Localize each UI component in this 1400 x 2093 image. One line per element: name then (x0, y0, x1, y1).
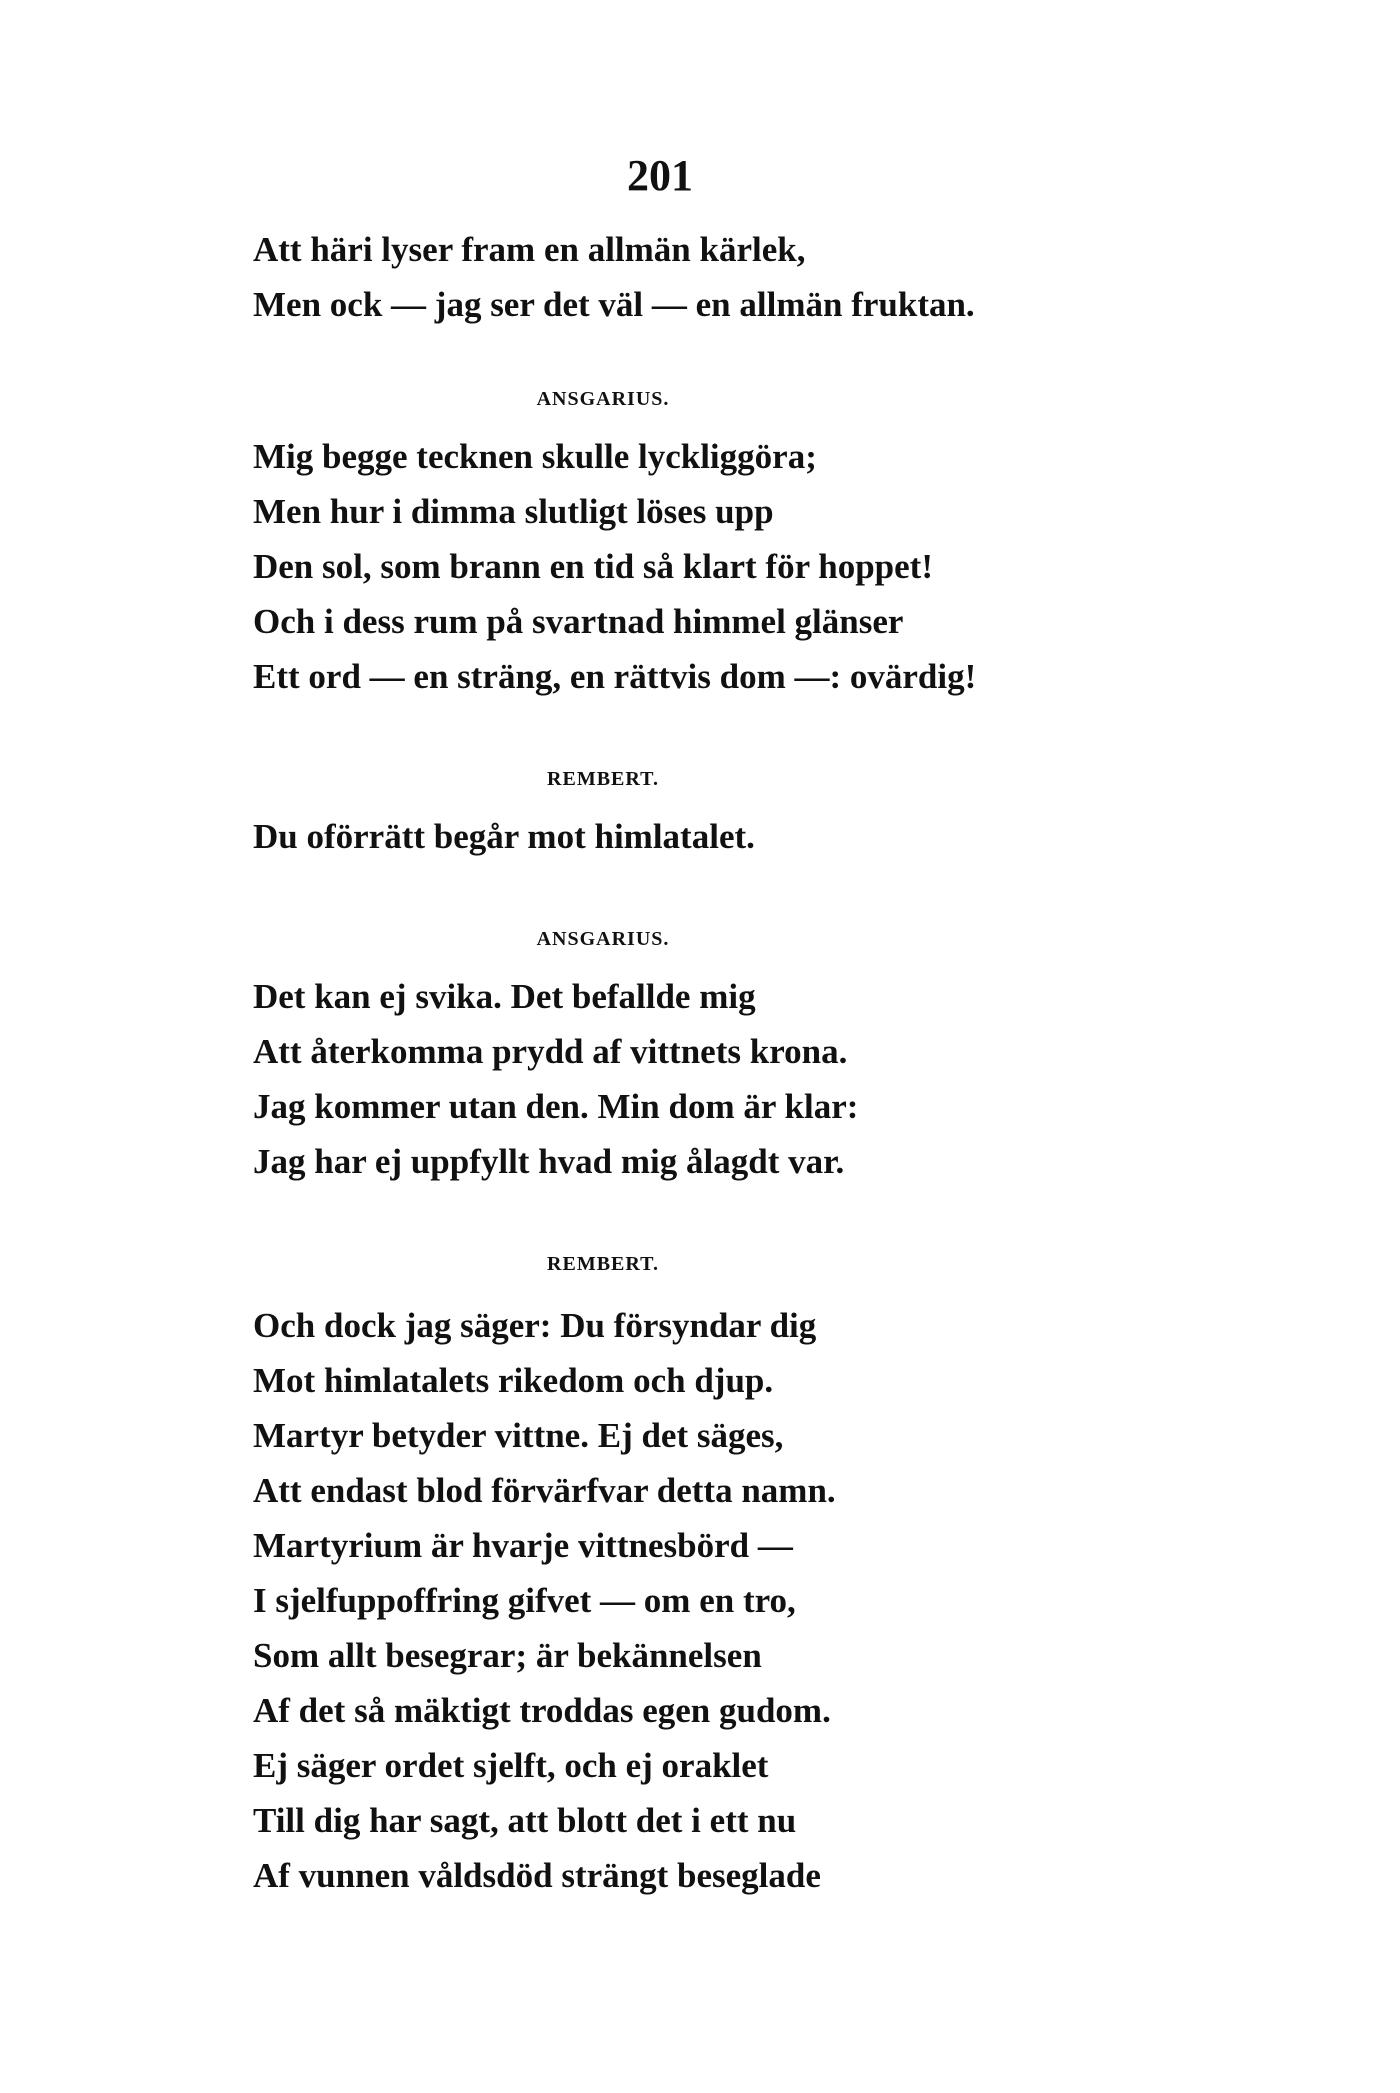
verse-line: Och dock jag säger: Du försyndar dig (253, 1306, 817, 1345)
verse-line: Ett ord — en sträng, en rättvis dom —: ovärdig! (253, 657, 977, 696)
verse-line: Till dig har sagt, att blott det i ett nu (253, 1801, 797, 1840)
speaker-name: ANSGARIUS. (536, 928, 670, 950)
verse-line: Att endast blod förvärfvar detta namn. (253, 1471, 836, 1510)
verse-line: Af vunnen våldsdöd strängt beseglade (253, 1856, 821, 1895)
verse-line: Men ock — jag ser det väl — en allmän fruktan. (253, 285, 975, 324)
verse-line: Mot himlatalets rikedom och djup. (253, 1361, 774, 1400)
speaker-name: REMBERT. (547, 768, 659, 790)
verse-line: Mig begge tecknen skulle lyckliggöra; (253, 437, 817, 476)
verse-line: Af det så mäktigt troddas egen gudom. (253, 1691, 831, 1730)
verse-line: Att återkomma prydd af vittnets krona. (253, 1032, 848, 1071)
verse-line: Som allt besegrar; är bekännelsen (253, 1636, 762, 1675)
verse-line: Jag har ej uppfyllt hvad mig ålagdt var. (253, 1142, 845, 1181)
verse-line: Martyrium är hvarje vittnesbörd — (253, 1526, 793, 1565)
verse-line: Att häri lyser fram en allmän kärlek, (253, 230, 806, 269)
verse-line: Martyr betyder vittne. Ej det säges, (253, 1416, 784, 1455)
verse-line: Men hur i dimma slutligt löses upp (253, 492, 774, 531)
page-number: 201 (627, 151, 693, 200)
verse-line: Den sol, som brann en tid så klart för hoppet! (253, 547, 933, 586)
verse-line: Du oförrätt begår mot himlatalet. (253, 817, 755, 856)
play-text (253, 222, 1253, 1903)
verse-line: Det kan ej svika. Det befallde mig (253, 977, 756, 1016)
verse-line: Jag kommer utan den. Min dom är klar: (253, 1087, 859, 1126)
verse-line: I sjelfuppoffring gifvet — om en tro, (253, 1581, 796, 1620)
verse-line: Ej säger ordet sjelft, och ej oraklet (253, 1746, 769, 1785)
speaker-name: ANSGARIUS. (536, 388, 670, 410)
verse-line: Och i dess rum på svartnad himmel glänser (253, 602, 904, 641)
speaker-name: REMBERT. (547, 1253, 659, 1275)
